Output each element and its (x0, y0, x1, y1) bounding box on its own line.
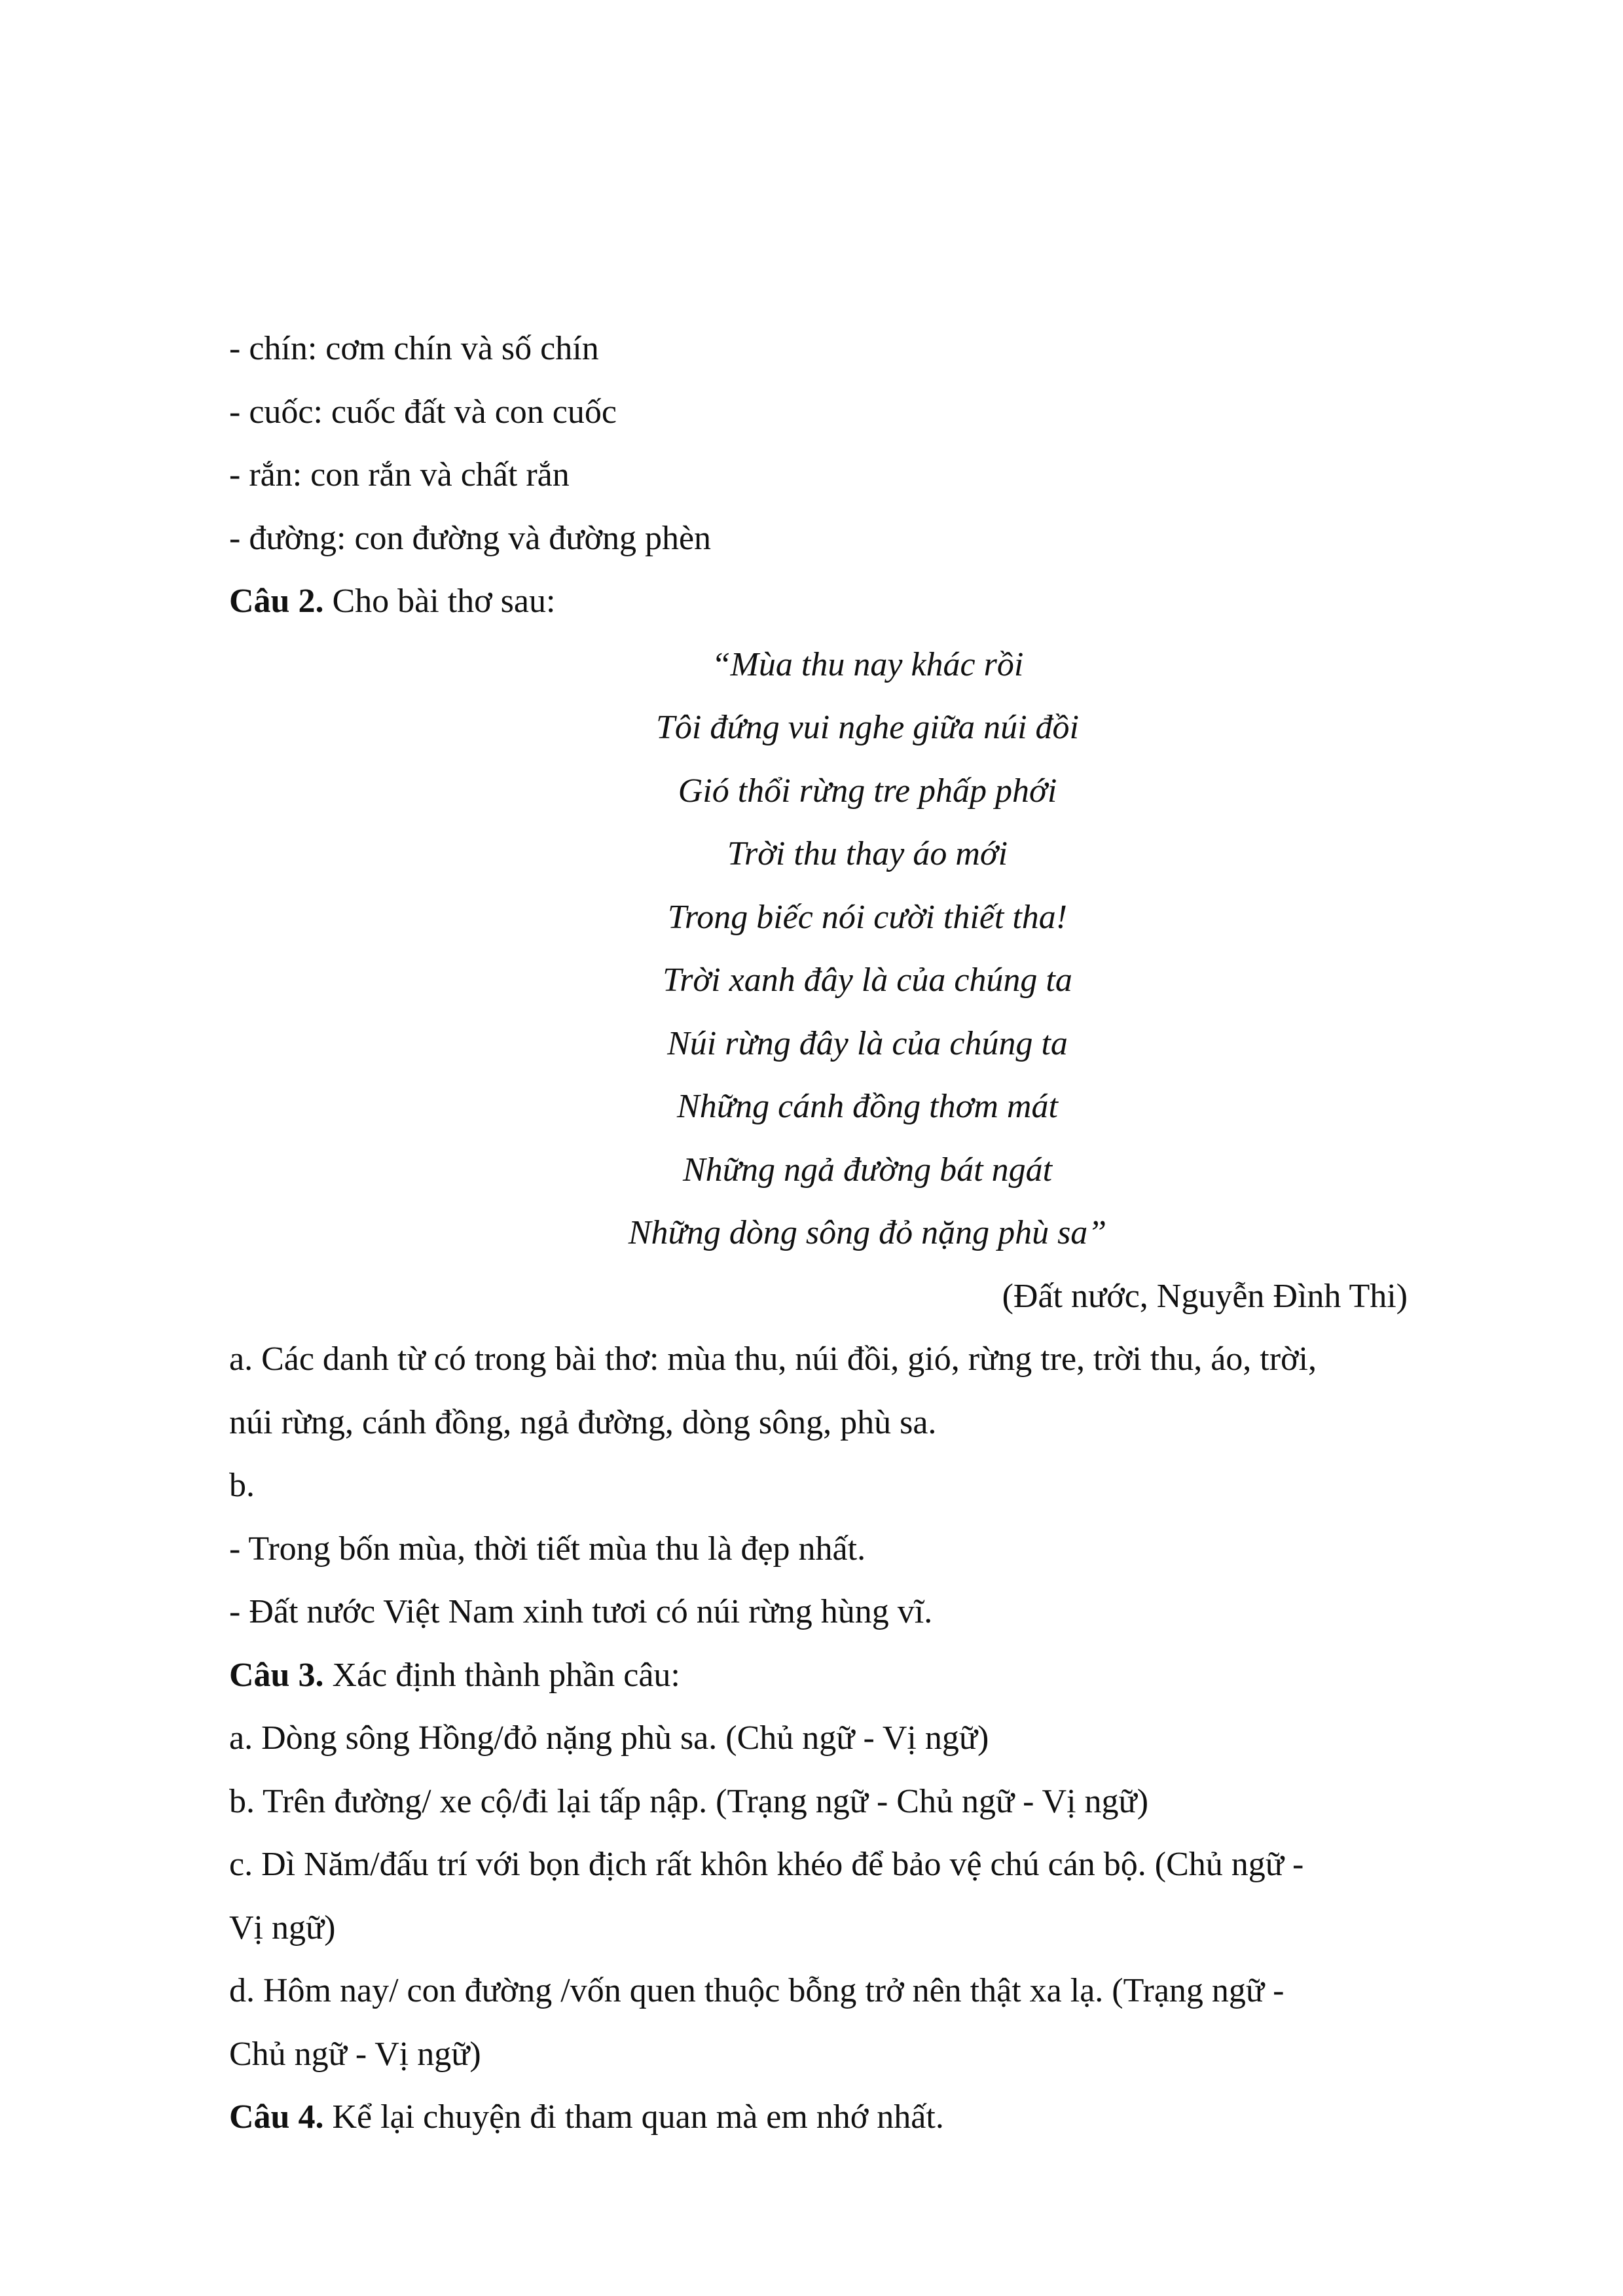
poem-line: Trời thu thay áo mới (727, 835, 1008, 872)
intro-line: - cuốc: cuốc đất và con cuốc (229, 393, 617, 431)
answer-b-item: - Trong bốn mùa, thời tiết mùa thu là đẹp nhất. (229, 1530, 866, 1568)
poem-line: “Mùa thu nay khác rồi (711, 645, 1024, 683)
document-content (229, 317, 1408, 2149)
question-3-item: a. Dòng sông Hồng/đỏ nặng phù sa. (Chủ ngữ - Vị ngữ) (229, 1719, 989, 1757)
question-3-label: Câu 3. (229, 1656, 324, 1694)
poem-line: Những dòng sông đỏ nặng phù sa” (628, 1214, 1107, 1251)
question-2-text: Cho bài thơ sau: (323, 583, 556, 620)
question-3-heading (229, 1644, 1408, 1708)
question-3-item: Chủ ngữ - Vị ngữ) (229, 2035, 481, 2073)
poem-line: Tôi đứng vui nghe giữa núi đồi (655, 709, 1080, 746)
question-3-item: b. Trên đường/ xe cộ/đi lại tấp nập. (Trạng ngữ - Chủ ngữ - Vị ngữ) (229, 1782, 1149, 1820)
poem-line: Trong biếc nói cười thiết tha! (667, 898, 1068, 936)
answer-a-line: a. Các danh từ có trong bài thơ: mùa thu, núi đồi, gió, rừng tre, trời thu, áo, trời, (229, 1340, 1317, 1378)
answer-b-label: b. (229, 1467, 255, 1504)
question-4-label: Câu 4. (229, 2098, 324, 2136)
question-3-text: Xác định thành phần câu: (323, 1656, 680, 1694)
question-4-heading (229, 2086, 1408, 2149)
poem-line: Trời xanh đây là của chúng ta (663, 961, 1072, 999)
intro-line: - rắn: con rắn và chất rắn (229, 456, 570, 493)
intro-line: - chín: cơm chín và số chín (229, 330, 599, 367)
poem-source: (Đất nước, Nguyễn Đình Thi) (1002, 1277, 1408, 1315)
poem-line: Gió thổi rừng tre phấp phới (678, 772, 1057, 810)
poem-line: Những ngả đường bát ngát (682, 1151, 1053, 1189)
intro-line: - đường: con đường và đường phèn (229, 519, 712, 557)
question-3-item: d. Hôm nay/ con đường /vốn quen thuộc bỗng trở nên thật xa lạ. (Trạng ngữ - (229, 1972, 1285, 2009)
question-3-item: Vị ngữ) (229, 1909, 336, 1946)
answer-a-line: núi rừng, cánh đồng, ngả đường, dòng sông, phù sa. (229, 1403, 937, 1441)
poem-line: Những cánh đồng thơm mát (677, 1088, 1058, 1125)
question-3-item: c. Dì Năm/đấu trí với bọn địch rất khôn khéo để bảo vệ chú cán bộ. (Chủ ngữ - (229, 1846, 1304, 1883)
question-2-heading (229, 570, 1408, 634)
question-4-text: Kể lại chuyện đi tham quan mà em nhớ nhất. (323, 2098, 944, 2136)
answer-b-item: - Đất nước Việt Nam xinh tươi có núi rừng hùng vĩ. (229, 1593, 933, 1630)
question-2-label: Câu 2. (229, 583, 324, 620)
poem-line: Núi rừng đây là của chúng ta (667, 1024, 1068, 1062)
